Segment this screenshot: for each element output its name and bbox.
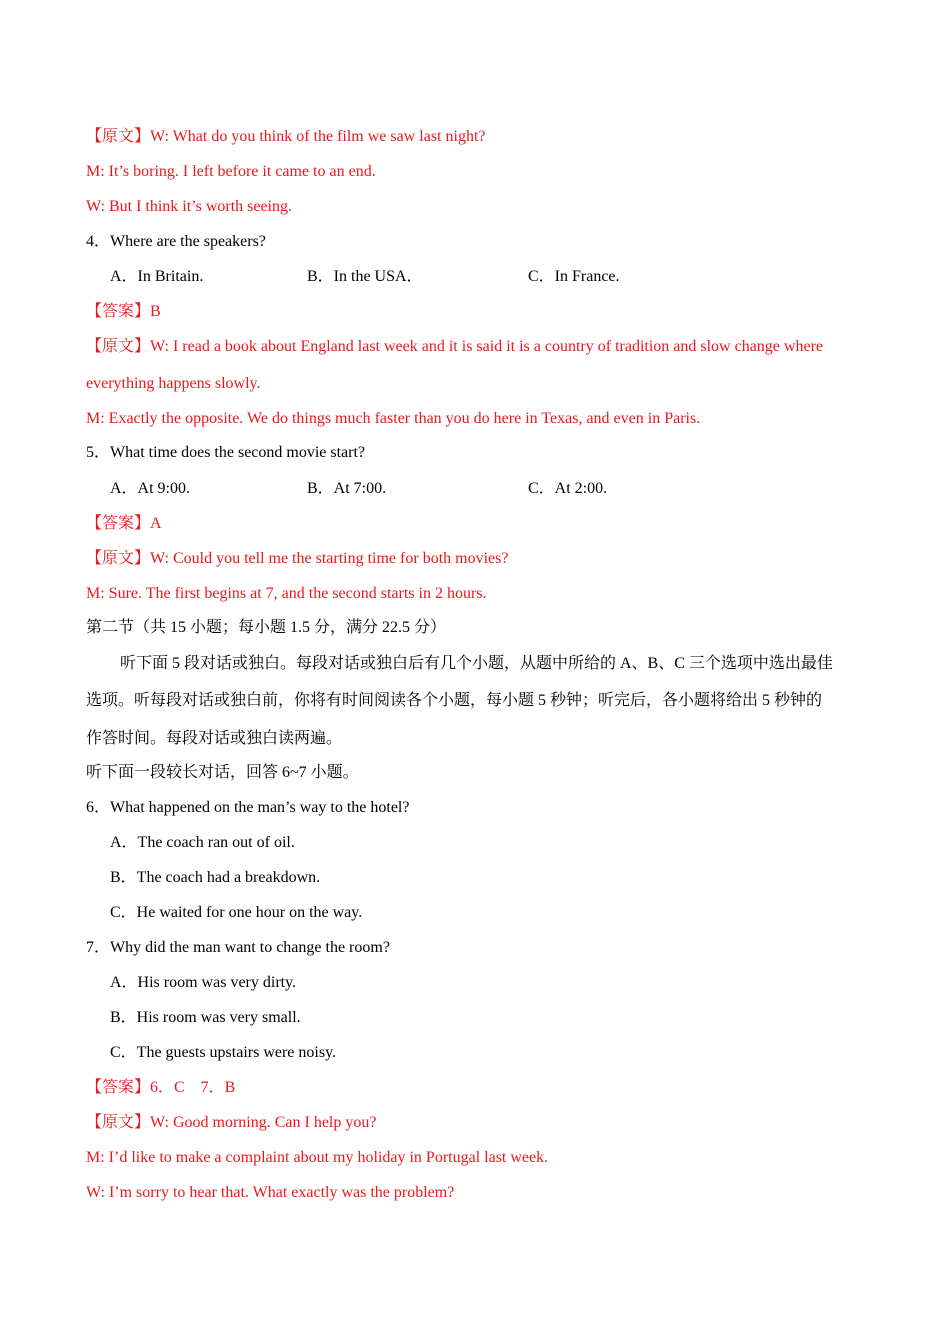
section2-instructions-line-2: 选项。听每段对话或独白前，你将有时间阅读各个小题，每小题 5 秒钟；听完后，各小题将给出 5 秒钟的 xyxy=(86,692,823,709)
q5-option-c: C．At 2:00. xyxy=(528,480,608,497)
q4-option-c: C．In France. xyxy=(528,268,620,285)
q67-transcript-line-1: 【原文】W: Good morning. Can I help you? xyxy=(86,1114,377,1131)
section2-instructions-line-3: 作答时间。每段对话或独白读两遍。 xyxy=(86,730,343,747)
section2-group-intro: 听下面一段较长对话，回答 6~7 小题。 xyxy=(86,764,359,781)
q4-transcript-line-1a: 【原文】W: I read a book about England last week and it is said it is a country of tradition and slow change where xyxy=(86,338,823,355)
q4-question: 4．Where are the speakers? xyxy=(86,233,266,250)
q7-option-b: B．His room was very small. xyxy=(110,1009,301,1026)
q4-option-a: A．In Britain. xyxy=(110,268,204,285)
q5-transcript-line-1: 【原文】W: Could you tell me the starting time for both movies? xyxy=(86,550,509,567)
q5-option-a: A．At 9:00. xyxy=(110,480,191,497)
section2-instructions-line-1: 听下面 5 段对话或独白。每段对话或独白后有几个小题，从题中所给的 A、B、C 三个选项中选出最佳 xyxy=(120,655,833,672)
q67-transcript-line-2: M: I’d like to make a complaint about my holiday in Portugal last week. xyxy=(86,1149,549,1166)
q7-option-c: C．The guests upstairs were noisy. xyxy=(110,1044,337,1061)
q67-answer: 【答案】6．C 7．B xyxy=(86,1079,236,1096)
q5-transcript-line-2: M: Sure. The first begins at 7, and the second starts in 2 hours. xyxy=(86,585,487,602)
q4-transcript-line-2: M: Exactly the opposite. We do things much faster than you do here in Texas, and even in Paris. xyxy=(86,410,701,427)
q6-option-b: B．The coach had a breakdown. xyxy=(110,869,321,886)
q6-option-a: A．The coach ran out of oil. xyxy=(110,834,295,851)
q6-question: 6．What happened on the man’s way to the hotel? xyxy=(86,799,410,816)
q5-question: 5．What time does the second movie start? xyxy=(86,444,366,461)
q67-transcript-line-3: W: I’m sorry to hear that. What exactly was the problem? xyxy=(86,1184,455,1201)
q5-answer: 【答案】A xyxy=(86,515,162,532)
q6-option-c: C．He waited for one hour on the way. xyxy=(110,904,363,921)
q4-transcript-line-1b: everything happens slowly. xyxy=(86,375,261,392)
q4-answer: 【答案】B xyxy=(86,303,161,320)
q3-transcript-line-1: 【原文】W: What do you think of the film we saw last night? xyxy=(86,128,486,145)
q3-transcript-line-3: W: But I think it’s worth seeing. xyxy=(86,198,293,215)
q7-option-a: A．His room was very dirty. xyxy=(110,974,297,991)
q3-transcript-line-2: M: It’s boring. I left before it came to an end. xyxy=(86,163,376,180)
q4-option-b: B．In the USA． xyxy=(307,268,423,285)
q5-option-b: B．At 7:00. xyxy=(307,480,387,497)
q7-question: 7．Why did the man want to change the room? xyxy=(86,939,390,956)
section2-heading: 第二节（共 15 小题；每小题 1.5 分，满分 22.5 分） xyxy=(86,619,447,636)
